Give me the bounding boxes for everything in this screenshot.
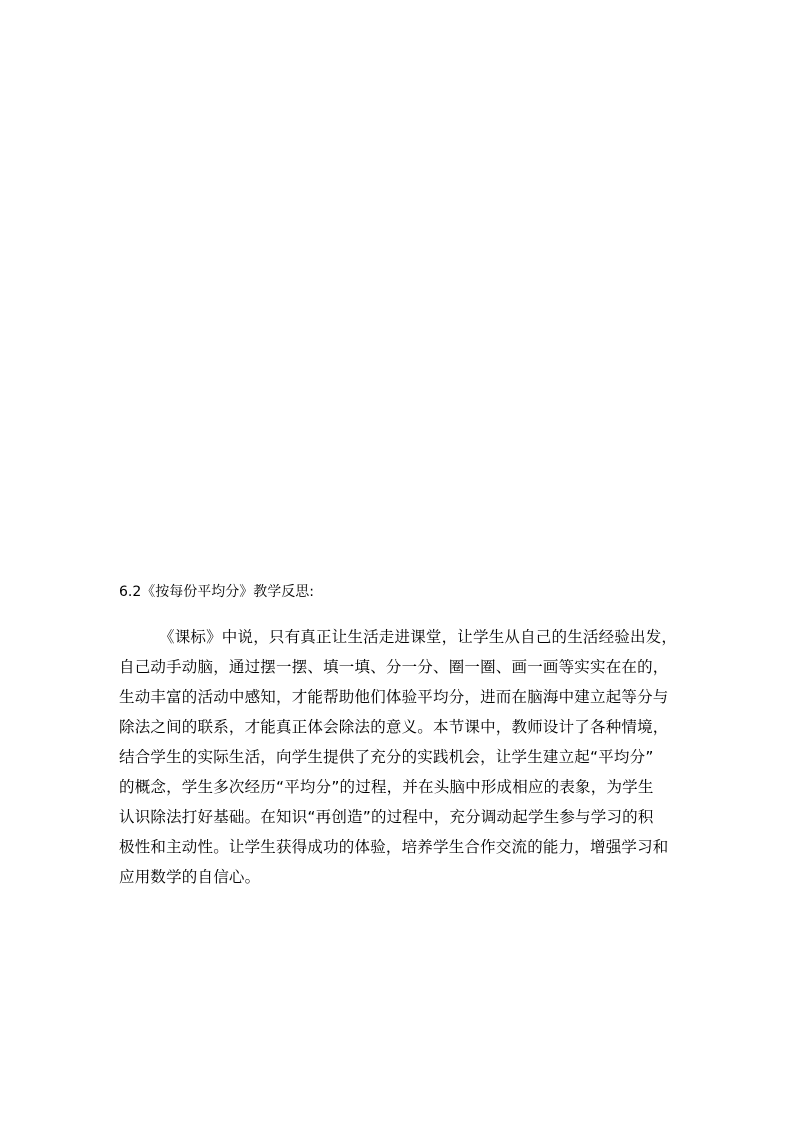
paragraph-line: 结合学生的实际生活，向学生提供了充分的实践机会，让学生建立起“平均分”	[119, 748, 654, 766]
paragraph-line: 除法之间的联系，才能真正体会除法的意义。本节课中，教师设计了各种情境，	[119, 718, 669, 736]
paragraph-line: 认识除法打好基础。在知识“再创造”的过程中，充分调动起学生参与学习的积	[119, 808, 654, 826]
paragraph-line: 自己动手动脑，通过摆一摆、填一填、分一分、圈一圈、画一画等实实在在的，	[119, 658, 669, 676]
section-heading: 6.2《按每份平均分》教学反思:	[119, 584, 314, 600]
paragraph-line: 极性和主动性。让学生获得成功的体验，培养学生合作交流的能力，增强学习和	[119, 838, 669, 856]
paragraph-line: 《课标》中说，只有真正让生活走进课堂，让学生从自己的生活经验出发，	[159, 628, 678, 646]
paragraph-line: 生动丰富的活动中感知，才能帮助他们体验平均分，进而在脑海中建立起等分与	[119, 688, 669, 706]
paragraph-line: 应用数学的自信心。	[119, 868, 261, 886]
paragraph-line: 的概念，学生多次经历“平均分”的过程，并在头脑中形成相应的表象，为学生	[119, 778, 654, 796]
reflection-paragraph	[119, 622, 679, 892]
